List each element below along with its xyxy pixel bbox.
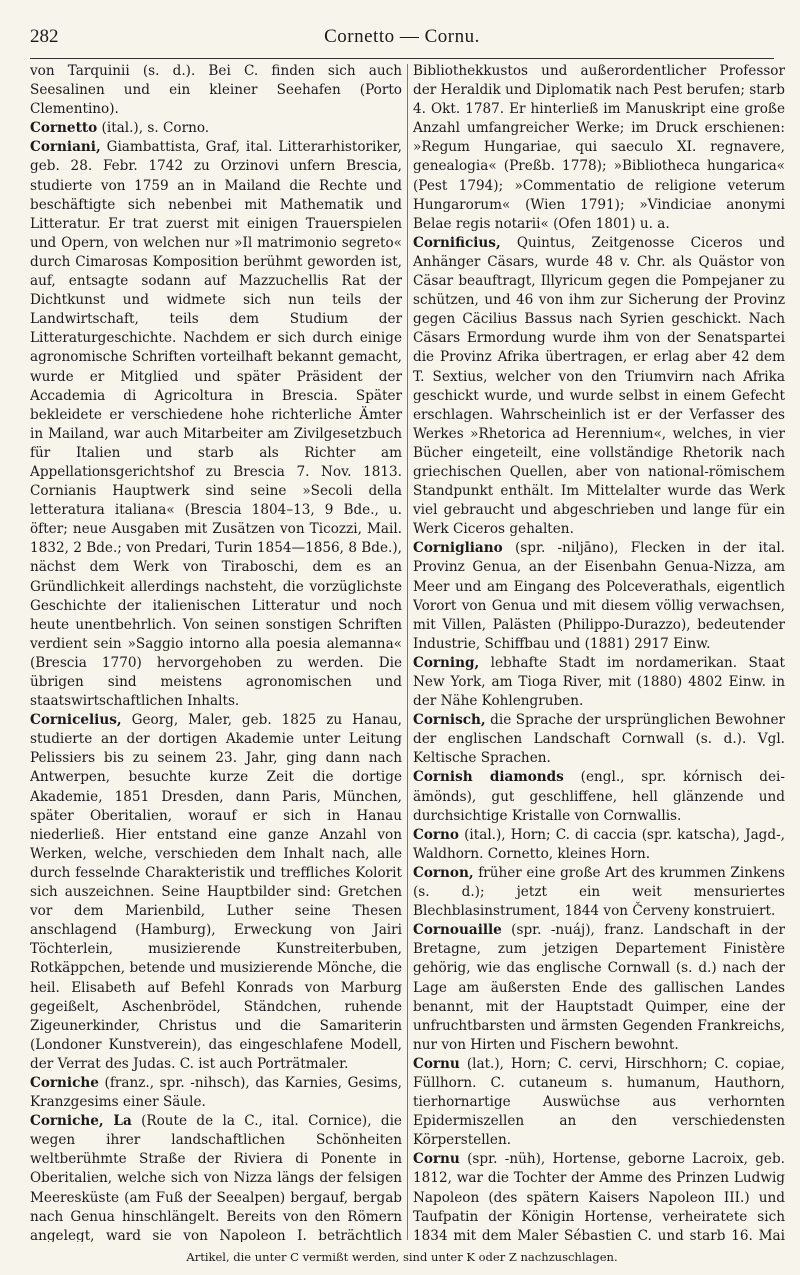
entry-text: (spr. -niljāno), Flecken in der ital. Provinz Genua, an der Eisenbahn Genua-Nizza, am Meer und am Eingang des Polceverathals, eigentlich Vorort von Genua und mit diesem völlig verwachsen, mit Villen, Palästen (Philippo-Durazzo), bedeutender Industrie, Schiffbau und (1881) 2917 Einw. xyxy=(413,540,785,652)
entry-headword: Corniche xyxy=(30,1074,99,1091)
entry-headword: Corniani, xyxy=(30,139,101,156)
entry-headword: Corniche, La xyxy=(30,1113,132,1130)
dictionary-entry xyxy=(413,539,785,654)
entry-headword: Cornu xyxy=(413,1055,460,1072)
dictionary-entry xyxy=(413,921,785,1055)
entry-headword: Cornisch, xyxy=(413,712,486,729)
dictionary-entry xyxy=(413,1150,785,1242)
entry-text: Bibliothekkustos und außerordentlicher Professor der Heraldik und Diplomatik nach Pest berufen; starb 4. Okt. 1787. Er hinterließ im Manuskript eine große Anzahl umfangreicher Werke; im Druck erschienen: »Regum Hungariae, qui saeculo XI. regnavere, genealogia« (Preßb. 1778); »Bibliotheca hungarica« (Pest 1794); »Commentatio de religione veterum Hungarorum« (Wien 1791); »Vindiciae anonymi Belae regis notarii« (Ofen 1801) u. a. xyxy=(413,63,785,232)
entry-text: früher eine große Art des krummen Zinkens (s. d.); jetzt ein weit mensuriertes Blechblasinstrument, 1844 von Červeny konstruiert. xyxy=(413,864,785,920)
dictionary-entry xyxy=(413,768,785,825)
entry-headword: Cornificius, xyxy=(413,234,501,251)
entry-text: (franz., spr. -nihsch), das Karnies, Gesims, Kranzgesims einer Säule. xyxy=(30,1074,402,1111)
entry-headword: Cornicelius, xyxy=(30,712,122,729)
entry-text: Giambattista, Graf, ital. Litterarhistoriker, geb. 28. Febr. 1742 zu Orzinovi unfern Brescia, studierte von 1759 an in Mailand die Rechte und beschäftigte sich nebenbei mit Mathematik und Litteratur. Er trat zuerst mit einigen Trauerspielen und Opern, von welchen nur »Il matrimonio segreto« durch Cimarosas Komposition berühmt geworden ist, auf, entsagte sodann auf Mazzuchellis Rat der Dichtkunst und widmete sich nun teils der Landwirtschaft, teils dem Studium der Litteraturgeschichte. Nachdem er sich durch einige agronomische Schriften vorteilhaft bekannt gemacht, wurde er Mitglied und später Präsident der Accademia di Agricoltura in Brescia. Später bekleidete er verschiedene hohe richterliche Ämter in Mailand, war auch Mitarbeiter am Zivilgesetzbuch für Italien und starb als Richter am Appellationsgerichtshof zu Brescia 7. Nov. 1813. Cornianis Hauptwerk sind seine »Secoli della letteratura italiana« (Brescia 1804–13, 9 Bde., u. öfter; neue Ausgaben mit Zusätzen von Ticozzi, Mail. 1832, 2 Bde.; von Predari, Turin 1854—1856, 8 Bde.), nächst dem Werk von Tiraboschi, dem es an Gründlichkeit allerdings nachsteht, die vorzüglichste Geschichte der italienischen Litteratur und noch heute unentbehrlich. Von seinen sonstigen Schriften verdient sein »Saggio intorno alla poesia alemanna« (Brescia 1770) hervorgehoben zu werden. Die übrigen sind meistens agronomischen und staatswirtschaftlichen Inhalts. xyxy=(30,139,402,710)
entry-headword: Cornu xyxy=(413,1151,460,1168)
dictionary-entry xyxy=(30,1074,402,1112)
entry-headword: Cornigliano xyxy=(413,540,503,557)
entry-text: lebhafte Stadt im nordamerikan. Staat New York, am Tioga River, mit (1880) 4802 Einw. in der Nähe Kohlengruben. xyxy=(413,654,785,710)
page-number: 282 xyxy=(30,26,59,47)
dictionary-entry xyxy=(413,234,785,540)
dictionary-entry xyxy=(413,864,785,921)
entry-headword: Cornetto xyxy=(30,120,98,137)
entry-text: (ital.), s. Corno. xyxy=(97,120,210,137)
header-rule xyxy=(30,58,774,59)
dictionary-entry xyxy=(413,654,785,711)
entry-text: (Route de la C., ital. Cornice), die wegen ihrer landschaftlichen Schönheiten weltberühmte Straße der Riviera di Ponente in Oberitalien, welche sich von Nizza längs der felsigen Meeresküste (am Fuß der Seealpen) bergauf, bergab nach Genua hinschlängelt. Bereits von den Römern angelegt, ward sie von Napoleon I. beträchtlich xyxy=(30,1113,402,1242)
dictionary-entry xyxy=(413,826,785,864)
right-column xyxy=(413,62,785,1242)
dictionary-entry xyxy=(30,1112,402,1242)
dictionary-entry xyxy=(30,62,402,119)
page-footer-note: Artikel, die unter C vermißt werden, sind unter K oder Z nachzuschlagen. xyxy=(186,1250,618,1264)
entry-headword: Cornouaille xyxy=(413,922,502,939)
dictionary-entry xyxy=(30,119,402,138)
entry-text: (spr. -nüh), Hortense, geborne Lacroix, geb. 1812, war die Tochter der Amme des Prinzen Ludwig Napoleon (des spätern Kaisers Napoleon III.) und Taufpatin der Königin Hortense, verheiratete sich 1834 mit dem Maler Sébastien C. und starb 16. Mai xyxy=(413,1151,785,1242)
page-header xyxy=(30,26,774,54)
entry-text: von Tarquinii (s. d.). Bei C. finden sich auch Seesalinen und ein kleiner Seehafen (Porto Clementino). xyxy=(30,63,402,118)
dictionary-entry xyxy=(30,711,402,1074)
entry-headword: Corno xyxy=(413,826,459,843)
entry-headword: Cornon, xyxy=(413,864,474,881)
dictionary-entry xyxy=(413,1055,785,1150)
entry-headword: Cornish diamonds xyxy=(413,769,564,786)
entry-text: (spr. -nuáj), franz. Landschaft in der Bretagne, zum jetzigen Departement Finistère gehörig, wie das englische Cornwall (s. d.) nach der Lage am äußersten Ende des gallischen Landes benannt, mit der Hauptstadt Quimper, eine der unfruchtbarsten und ärmsten Gegenden Frankreichs, nur von Hirten und Fischern bewohnt. xyxy=(413,922,785,1053)
dictionary-entry xyxy=(413,711,785,768)
dictionary-entry xyxy=(30,138,402,711)
entry-text: Georg, Maler, geb. 1825 zu Hanau, studierte an der dortigen Akademie unter Leitung Pelissiers bis zu seinem 23. Jahr, ging dann nach Antwerpen, besuchte kurze Zeit die dortige Akademie, 1851 Dresden, dann Paris, München, später Oberitalien, worauf er sich in Hanau niederließ. Hier entstand eine ganze Anzahl von Werken, welche, verschieden dem Inhalt nach, alle durch fesselnde Charakteristik und treffliches Kolorit sich auszeichnen. Seine Hauptbilder sind: Gretchen vor dem Marienbild, Luther seine Thesen anschlagend (Hamburg), Erweckung von Jairi Töchterlein, musizierende Kunstreiterbuben, Rotkäppchen, betende und musizierende Mönche, die heil. Elisabeth auf Befehl Konrads von Marburg gegeißelt, Aschenbrödel, Ständchen, ruhende Zigeunerkinder, Christus und die Samariterin (Londoner Kunstverein), das eingeschlafene Modell, der Verrat des Judas. C. ist auch Porträtmaler. xyxy=(30,712,402,1072)
column-divider xyxy=(407,64,408,1240)
entry-text: die Sprache der ursprünglichen Bewohner der englischen Landschaft Cornwall (s. d.). Vgl. Keltische Sprachen. xyxy=(413,712,785,767)
entry-headword: Corning, xyxy=(413,654,480,671)
entry-text: Quintus, Zeitgenosse Ciceros und Anhänger Cäsars, wurde 48 v. Chr. als Quästor von Cäsar beauftragt, Illyricum gegen die Pompejaner zu schützen, und 46 von ihm zur Sicherung der Provinz gegen Cäcilius Bassus nach Syrien geschickt. Nach Cäsars Ermordung wurde ihm von der Senatspartei die Provinz Afrika übertragen, er erlag aber 42 dem T. Sextius, welcher von den Triumvirn nach Afrika geschickt wurde, und wurde selbst in einem Gefecht erschlagen. Wahrscheinlich ist er der Verfasser des Werkes »Rhetorica ad Herennium«, welches, in vier Bücher eingeteilt, eine vollständige Rhetorik nach griechischen Quellen, aber von national-römischem Standpunkt enthält. Im Mittelalter wurde das Werk viel gebraucht und abgeschrieben und lange für ein Werk Ciceros gehalten. xyxy=(413,234,785,538)
entry-text: (ital.), Horn; C. di caccia (spr. katscha), Jagd-, Waldhorn. Cornetto, kleines Horn. xyxy=(413,826,785,862)
entry-text: (engl., spr. kórnisch dei-ämönds), gut geschliffene, hell glänzende und durchsichtige Kristalle von Cornwallis. xyxy=(413,769,785,824)
running-title: Cornetto — Cornu. xyxy=(324,26,480,47)
entry-text: (lat.), Horn; C. cervi, Hirschhorn; C. copiae, Füllhorn. C. cutaneum s. humanum, Hauthorn, tierhornartige Auswüchse aus verhornten Epidermiszellen an den verschiedensten Körperstellen. xyxy=(413,1055,785,1149)
left-column xyxy=(30,62,402,1242)
dictionary-entry xyxy=(413,62,785,234)
